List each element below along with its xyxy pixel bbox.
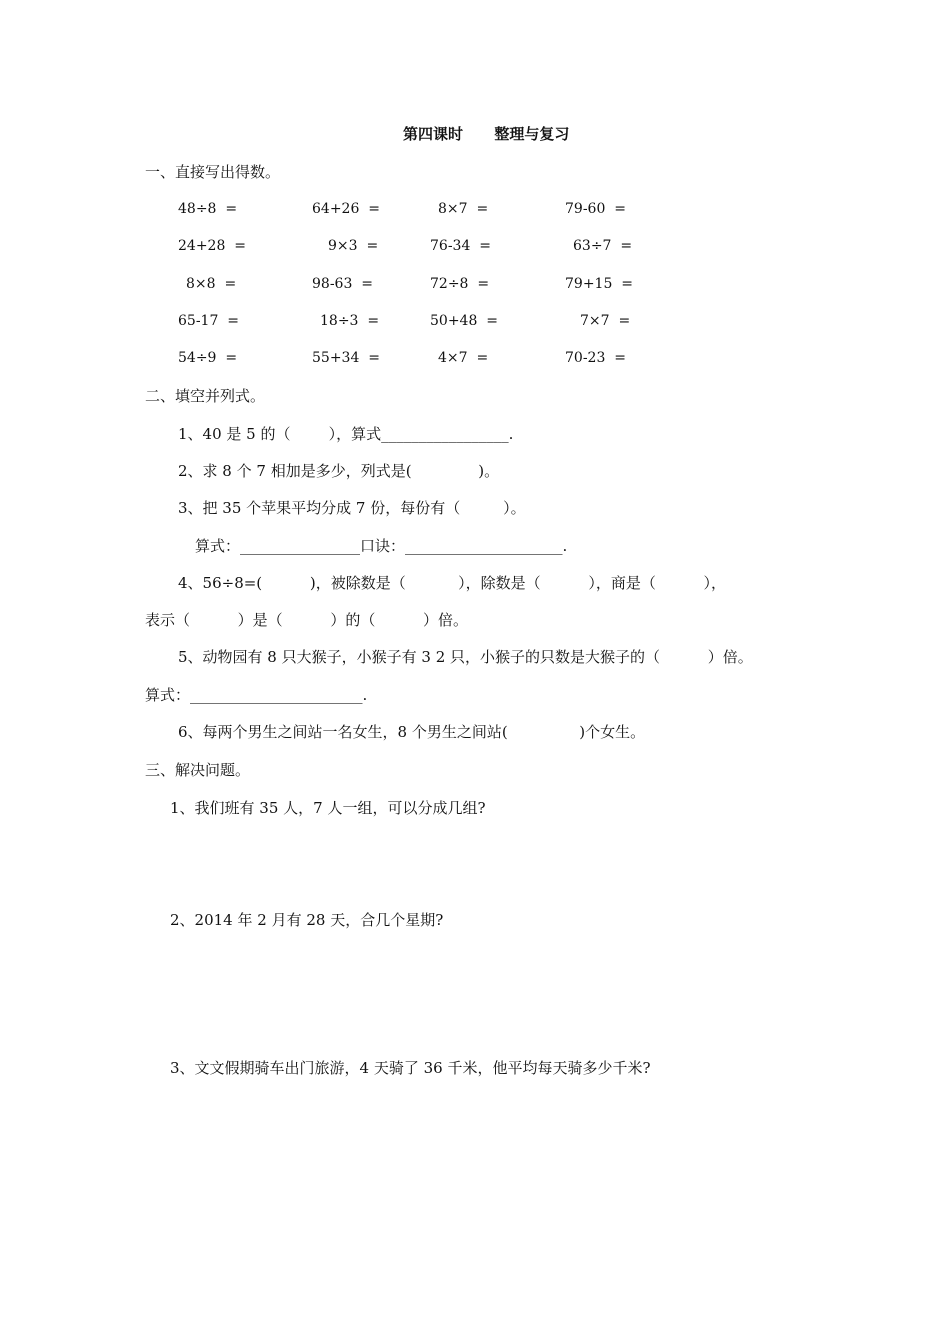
question-2-3: 3、把 35 个苹果平均分成 7 份，每份有（ ）。 — [178, 499, 526, 517]
question-2-6: 6、每两个男生之间站一名女生，8 个男生之间站( )个女生。 — [178, 723, 646, 741]
section-heading-2: 二、填空并列式。 — [145, 387, 266, 405]
equation: 76-34 = — [430, 238, 491, 254]
section-heading-3: 三、解决问题。 — [145, 761, 251, 779]
equation: 7×7 = — [580, 313, 631, 329]
equation: 72÷8 = — [430, 276, 490, 292]
page-title: 第四课时 整理与复习 — [403, 125, 570, 143]
equation: 79-60 = — [565, 201, 626, 217]
question-2-4-line1: 4、56÷8=( )，被除数是（ ），除数是（ ），商是（ ）， — [178, 574, 727, 592]
problem-3-2: 2、2014 年 2 月有 28 天，合几个星期? — [170, 911, 444, 929]
equation: 24+28 = — [178, 238, 246, 254]
question-2-4-line2: 表示（ ）是（ ）的（ ）倍。 — [145, 611, 469, 629]
question-2-1: 1、40 是 5 的（ ），算式_________________. — [178, 425, 514, 443]
equation: 8×8 = — [186, 276, 237, 292]
equation: 48÷8 = — [178, 201, 238, 217]
equation: 63÷7 = — [573, 238, 633, 254]
equation: 54÷9 = — [178, 350, 238, 366]
equation: 55+34 = — [312, 350, 380, 366]
question-2-2: 2、求 8 个 7 相加是多少，列式是( )。 — [178, 462, 500, 480]
equation: 65-17 = — [178, 313, 239, 329]
equation: 64+26 = — [312, 201, 380, 217]
problem-3-1: 1、我们班有 35 人，7 人一组，可以分成几组? — [170, 799, 486, 817]
equation: 70-23 = — [565, 350, 626, 366]
question-2-3-formula: 算式：________________口诀：_____________________. — [195, 537, 568, 555]
question-2-5-line2: 算式：_______________________. — [145, 686, 368, 704]
equation: 79+15 = — [565, 276, 633, 292]
section-heading-1: 一、直接写出得数。 — [145, 163, 281, 181]
question-2-5-line1: 5、动物园有 8 只大猴子，小猴子有 3 2 只，小猴子的只数是大猴子的（ ）倍。 — [178, 648, 753, 666]
equation: 9×3 = — [328, 238, 379, 254]
equation: 4×7 = — [438, 350, 489, 366]
equation: 98-63 = — [312, 276, 373, 292]
equation: 18÷3 = — [320, 313, 380, 329]
equation: 8×7 = — [438, 201, 489, 217]
equation: 50+48 = — [430, 313, 498, 329]
problem-3-3: 3、文文假期骑车出门旅游，4 天骑了 36 千米，他平均每天骑多少千米? — [170, 1059, 651, 1077]
